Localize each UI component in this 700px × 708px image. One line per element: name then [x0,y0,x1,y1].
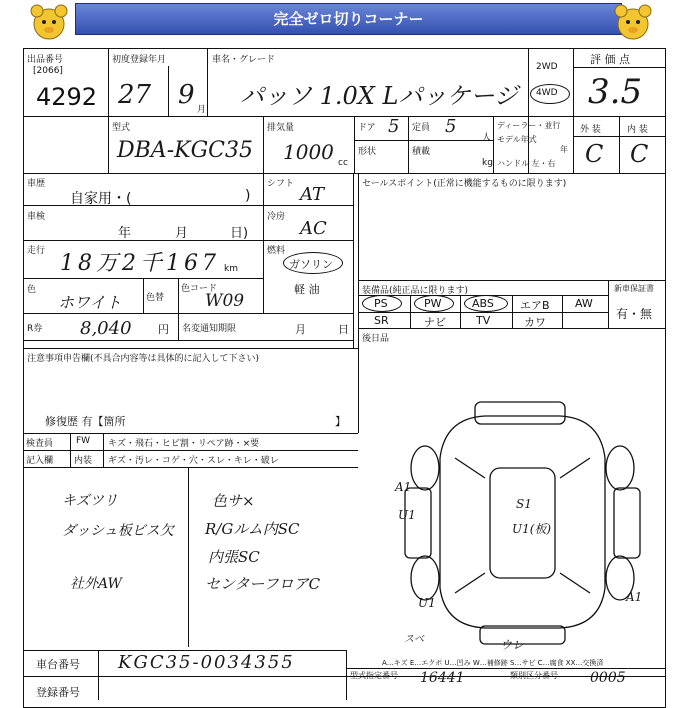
mark-u1-left: U1 [398,508,416,522]
banner-title: 完全ゼロ切りコーナー [75,3,622,35]
registration-number-label: 登録番号 [36,686,80,699]
color-value: ホワイト [58,293,122,312]
inspection-year: 年 [118,226,132,241]
warranty-value: 有・無 [616,307,653,321]
mileage-value: 18万2千167 [60,251,220,276]
exterior-grade: C [585,140,604,168]
color-code-value: W09 [205,291,245,311]
registration-year: 27 [118,80,152,110]
note-left-2: ダッシュ板ビス欠 [62,523,174,539]
interior-grade: C [630,140,649,168]
recycle-value: 8,040 [80,318,132,339]
inspector-label: 検査員 [26,439,54,449]
fuel-light-oil: 軽 油 [294,283,320,296]
drive-4wd: 4WD [536,88,558,98]
lot-number: 4292 [36,83,98,111]
door-label: ドア [358,123,376,133]
color-change-label: 色替 [146,293,165,303]
exterior-items: キズ・飛石・ヒビ割・リペア跡・×要 [108,439,260,449]
later-items-label: 後日品 [362,334,390,344]
sales-point-label: セールスポイント(正常に機能するものに限ります) [362,179,567,189]
repair-close: 】 [335,415,346,428]
interior-check-label: 内装 [74,456,93,466]
dealer-label: ディーラー・並行 [497,121,561,130]
equip-abs: ABS [472,297,494,310]
mark-a1-right: A1 [626,590,643,604]
equip-ps: PS [374,297,388,310]
cc-unit: cc [338,158,348,168]
model-label: 車名・グレード [212,55,276,65]
km-unit: km [224,264,238,274]
note-left-1: キズツリ [62,493,118,509]
warranty-label: 新車保証書 [614,284,654,293]
bear-mascot-icon [26,2,72,42]
type-cert-value: 16441 [420,670,465,686]
equip-sr: SR [374,314,389,327]
type-cert-label: 型式指定番号 [350,671,398,680]
class-label: 類別区分番号 [510,671,558,680]
name-change-label: 名変通知期限 [182,324,237,334]
notes-label: 注意事項申告欄(不具合内容等は具体的に記入して下さい) [27,354,260,364]
equip-pw: PW [424,297,442,310]
equip-navi: ナビ [424,316,446,329]
displacement-value: 1000 [283,140,334,164]
inspection-label: 車検 [27,212,46,222]
mark-ure: ウレ [500,638,525,652]
interior-label: 内 装 [627,125,648,135]
mark-u1-board: U1(板) [512,522,552,536]
month-unit: 月 [197,105,207,115]
note-right-2: R/Gルム内SC [205,520,300,538]
capacity-label: 定員 [412,123,431,133]
equip-leather: カワ [524,316,546,329]
type-label: 型式 [112,123,131,133]
score-label: 評 価 点 [590,53,630,66]
color-code-label: 色コード [181,284,218,294]
door-value: 5 [388,116,400,137]
equip-airbag: エアB [520,299,550,312]
nc-day: 日 [338,323,349,336]
kg-unit: kg [482,158,493,168]
chassis-label: 車台番号 [36,658,80,671]
form-label: 形状 [358,147,377,157]
mark-sube: スベ [404,634,424,645]
model-grade-value: パッソ 1.0X Lパッケージ [240,82,518,110]
ac-value: AC [300,218,327,239]
fuel-label: 燃料 [267,246,286,256]
interior-items: ギズ・汚レ・コゲ・穴・スレ・キレ・破レ [108,456,279,466]
fuel-gasoline: ガソリン [289,258,333,271]
load-label: 積載 [412,147,431,157]
mileage-label: 走行 [27,246,46,256]
year-unit: 年 [560,145,568,154]
entry-label: 記入欄 [26,456,54,466]
inspection-month: 月 [175,226,189,241]
nc-month: 月 [295,323,306,336]
mark-a1-left: A1 [395,480,412,494]
bear-mascot-icon [610,2,656,42]
repair-history: 修復歴 有【箇所 [45,415,126,428]
handle-label: ハンドル 左・右 [497,159,556,168]
diagram-legend: A…キズ E…エクボ U…凹み W…補修跡 S…サビ C…腐食 XX…交換済 [382,659,604,667]
note-left-4: 社外AW [70,576,122,592]
color-label: 色 [27,285,37,295]
shift-label: シフト [267,179,295,189]
score-value: 3.5 [588,72,643,112]
first-registration-label: 初度登録年月 [112,55,167,65]
usage-close: ) [245,188,251,204]
capacity-value: 5 [445,116,457,137]
drive-2wd: 2WD [536,62,558,72]
capacity-unit: 人 [482,133,492,143]
equipment-label: 装備品(純正品に限ります) [362,286,469,296]
shift-value: AT [300,184,325,205]
usage-value: 自家用・( [70,191,132,207]
ac-label: 冷房 [267,212,286,222]
class-value: 0005 [590,670,626,686]
fw-label: FW [76,436,91,446]
model-year-label: モデル年式 [497,135,537,144]
sub-number: [2066] [33,66,63,76]
registration-month: 9 [178,80,195,110]
recycle-unit: 円 [158,323,169,336]
displacement-label: 排気量 [267,123,295,133]
inspection-day: 日) [230,226,249,241]
mark-u1-rear: U1 [418,596,436,610]
chassis-value: KGC35-0034355 [118,652,295,673]
venue-label: 出品番号 [27,55,64,65]
note-right-4: センターフロアC [205,575,321,593]
equip-tv: TV [476,314,491,327]
note-right-3: 内張SC [208,548,260,566]
exterior-label: 外 装 [580,125,601,135]
note-right-1: 色サ× [212,492,255,510]
usage-label: 車歴 [27,179,46,189]
type-value: DBA-KGC35 [117,138,253,163]
recycle-label: R券 [27,324,43,334]
equip-aw: AW [575,297,593,310]
mark-s1: S1 [516,497,532,511]
